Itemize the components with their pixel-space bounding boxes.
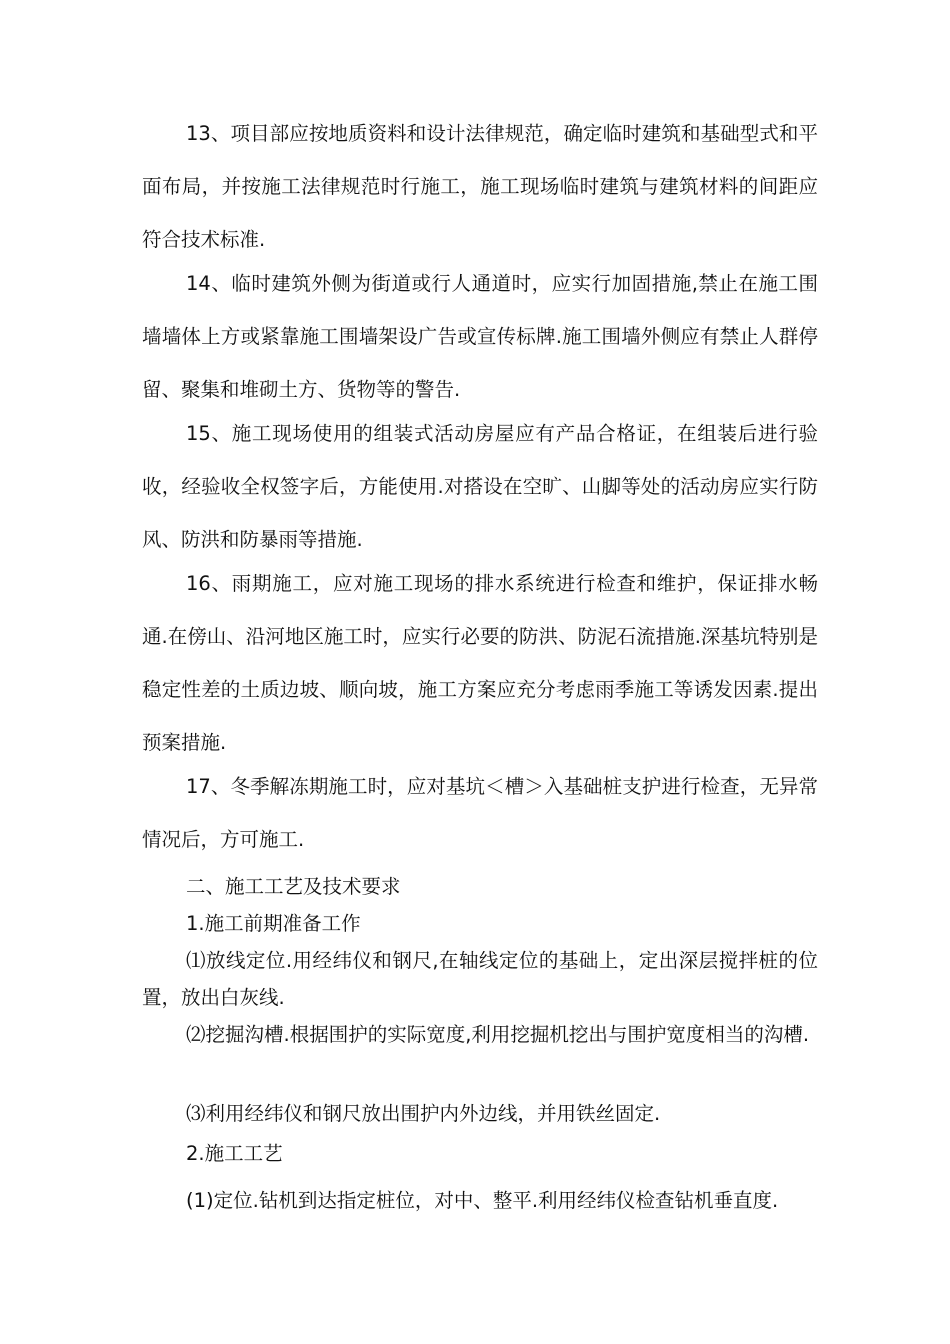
subsection-title-1: 1.施工前期准备工作 xyxy=(186,912,361,935)
list-item: ⑶利用经纬仪和钢尺放出围护内外边线，并用铁丝固定. xyxy=(186,1102,661,1125)
list-item: ⑴放线定位.用经纬仪和钢尺,在轴线定位的基础上，定出深层搅拌桩的位置，放出白灰线. xyxy=(142,949,818,1009)
subsection-title-2: 2.施工工艺 xyxy=(186,1142,283,1165)
paragraph-16: 16、雨期施工，应对施工现场的排水系统进行检查和维护，保证排水畅通.在傍山、沿河地区施工时，应实行必要的防洪、防泥石流措施.深基坑特别是稳定性差的土质边坡、顺向坡，施工方案应充分考虑雨季施工等诱发因素.提出预案措施. xyxy=(142,572,818,754)
paragraph-14: 14、临时建筑外侧为街道或行人通道时，应实行加固措施,禁止在施工围墙墙体上方或紧靠施工围墙架设广告或宣传标牌.施工围墙外侧应有禁止人群停留、聚集和堆砌土方、货物等的警告. xyxy=(142,272,818,401)
paragraph-17: 17、冬季解冻期施工时，应对基坑＜槽＞入基础桩支护进行检查，无异常情况后，方可施工. xyxy=(142,775,818,851)
section-heading: 二、施工工艺及技术要求 xyxy=(186,875,401,898)
paragraph-13: 13、项目部应按地质资料和设计法律规范，确定临时建筑和基础型式和平面布局，并按施工法律规范时行施工，施工现场临时建筑与建筑材料的间距应符合技术标准. xyxy=(142,122,818,251)
list-item: (1)定位.钻机到达指定桩位，对中、整平.利用经纬仪检查钻机垂直度. xyxy=(186,1189,779,1212)
list-item: ⑵挖掘沟槽.根据围护的实际宽度,利用挖掘机挖出与围护宽度相当的沟槽. xyxy=(186,1023,810,1046)
paragraph-15: 15、施工现场使用的组装式活动房屋应有产品合格证，在组装后进行验收，经验收全权签字后，方能使用.对搭设在空旷、山脚等处的活动房应实行防风、防洪和防暴雨等措施. xyxy=(142,422,818,551)
